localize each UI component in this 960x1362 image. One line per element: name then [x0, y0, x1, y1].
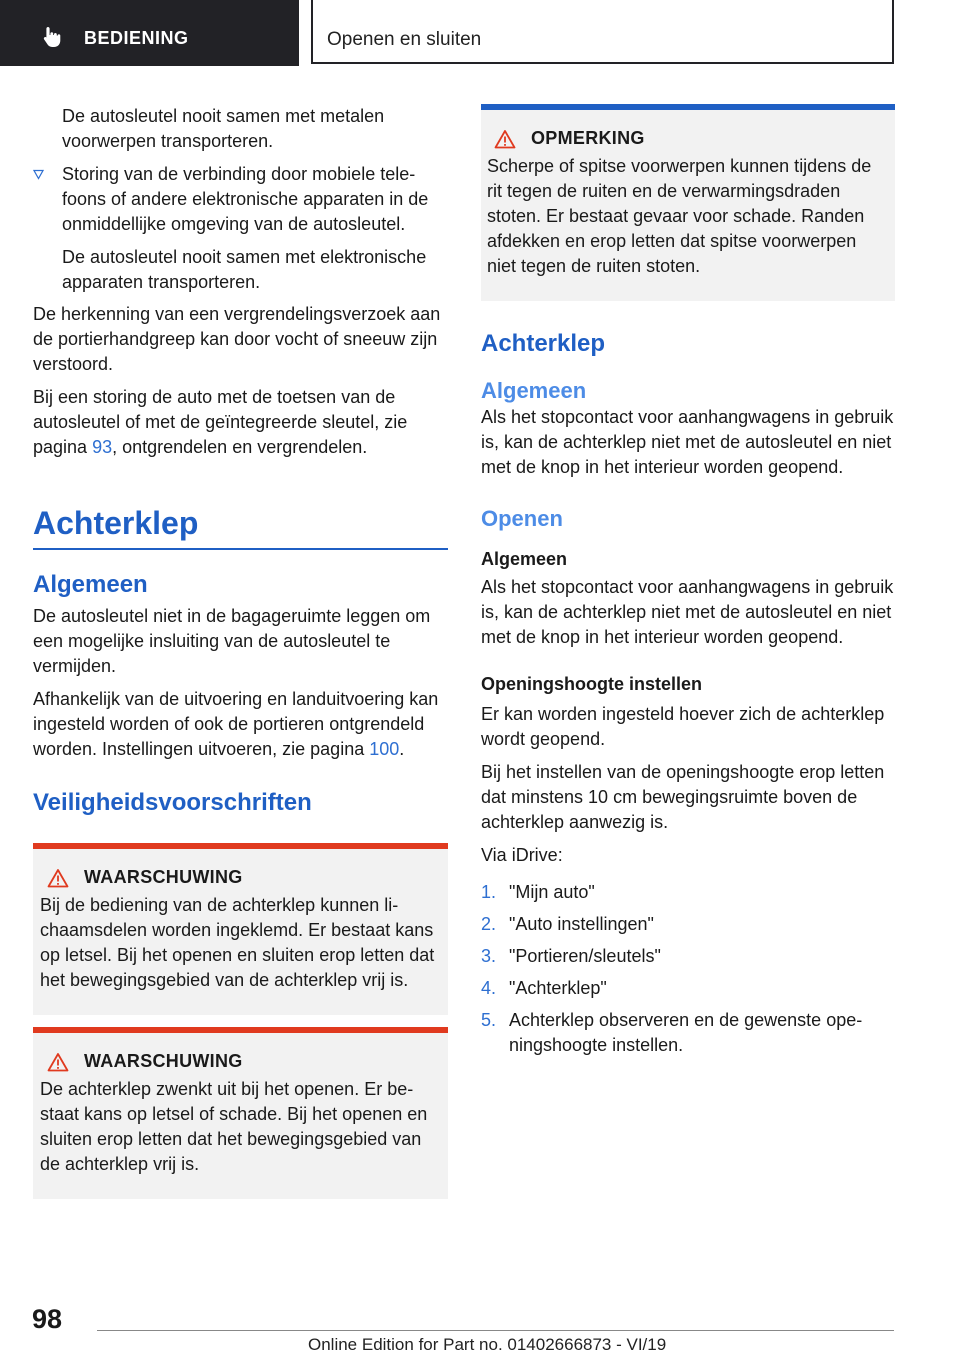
- step-number: 3.: [481, 946, 497, 966]
- step-number: 4.: [481, 978, 497, 998]
- heading-algemeen: Algemeen: [481, 378, 587, 403]
- paragraph-via-idrive: Via iDrive:: [481, 845, 563, 865]
- note-text: Scherpe of spitse voorwerpen kunnen tijdens de rit tegen de ruiten en de verwarmingsdraden stoten. Er bestaat gevaar voor schade. Randen afdekken en erop letten dat spitse voorwerpen niet tegen de ruiten stoten.: [487, 156, 872, 276]
- note-title: OPMERKING: [531, 128, 645, 148]
- bullet-item: [33, 162, 448, 237]
- left-column: [33, 104, 448, 1199]
- paragraph-algemeen: Als het stopcontact voor aanhangwagens in gebruik is, kan de achterklep niet met de autosleutel en niet met de knop in het interieur worden geopend.: [481, 407, 894, 477]
- caution-triangle-icon: [494, 129, 516, 149]
- step-item: [481, 944, 895, 969]
- paragraph-openen-algemeen: Als het stopcontact voor aanhangwagens in gebruik is, kan de achterklep niet met de autosleutel en niet met de knop in het interieur worden geopend.: [481, 577, 894, 647]
- footer-edition: Online Edition for Part no. 01402666873 - VI/19: [308, 1335, 667, 1354]
- subheading-openingshoogte: Openingshoogte instellen: [481, 674, 703, 694]
- header-section-tab: [0, 0, 299, 66]
- paragraph-storing: [33, 385, 448, 460]
- heading-algemeen: Algemeen: [33, 571, 148, 598]
- bullet-subtext: De autosleutel nooit samen met elektronische apparaten transporteren.: [62, 247, 427, 292]
- step-text: "Auto instellingen": [509, 914, 654, 934]
- paragraph-algemeen-2-end: .: [399, 739, 405, 759]
- paragraph-storing-text: Bij een storing de auto met de toetsen van de autosleutel of met de geïntegreerde sleutel, zie pagina: [33, 387, 408, 457]
- right-column: [481, 104, 895, 1065]
- paragraph-algemeen-1: De autosleutel niet in de bagageruimte leggen om een mogelijke insluiting van de autosleutel te vermijden.: [33, 606, 431, 676]
- section-rule: [33, 548, 448, 550]
- heading-achterklep: Achterklep: [481, 330, 606, 357]
- hand-pointer-icon: [40, 25, 64, 49]
- step-item: [481, 1008, 895, 1058]
- step-text: "Achterklep": [509, 978, 607, 998]
- step-item: [481, 912, 895, 937]
- header-chapter-label: Openen en sluiten: [327, 29, 482, 50]
- warning-triangle-icon: [47, 1052, 69, 1072]
- section-achterklep: [33, 504, 448, 550]
- warning-header: [47, 1051, 440, 1072]
- warning-text: Bij de bediening van de achterklep kunnen lichaamsdelen worden ingeklemd. Er bestaat kans op letsel. Bij het openen en sluiten erop letten dat het bewegingsgebied van de achterklep vrij is.: [40, 895, 435, 990]
- warning-text: De achterklep zwenkt uit bij het openen. Er bestaat kans op letsel of schade. Bij het openen en sluiten erop letten dat het bewegingsgebied van de achterklep vrij is.: [40, 1079, 428, 1174]
- paragraph-continuation: De autosleutel nooit samen met metalen voorwerpen transporteren.: [62, 106, 385, 151]
- section-title: Achterklep: [33, 505, 199, 541]
- steps-list: [481, 880, 895, 1058]
- step-number: 1.: [481, 882, 497, 902]
- note-header: [494, 128, 887, 149]
- step-text: Achterklep observeren en de gewenste openingshoogte instellen.: [509, 1010, 863, 1055]
- subheading-algemeen: Algemeen: [481, 549, 568, 569]
- page-link-100[interactable]: 100: [369, 739, 400, 759]
- header-chapter-tab: [311, 0, 894, 64]
- footer-rule: [97, 1330, 894, 1331]
- paragraph-herkenning: De herkenning van een vergrendelingsverzoek aan de portierhandgreep kan door vocht of sneeuw zijn verstoord.: [33, 304, 441, 374]
- note-box: [481, 104, 895, 301]
- paragraph-storing-end: , ontgrendelen en vergrendelen.: [112, 437, 368, 457]
- heading-veiligheid: Veiligheidsvoorschriften: [33, 789, 312, 816]
- warning-title: WAARSCHUWING: [84, 1051, 243, 1071]
- warning-header: [47, 867, 440, 888]
- bullet-text: Storing van de verbinding door mobiele telefoons of andere elektronische apparaten in de onmiddellijke omgeving van de autosleutel.: [62, 164, 429, 234]
- page-number: 98: [32, 1304, 63, 1334]
- step-item: [481, 976, 895, 1001]
- paragraph-algemeen-2-text: Afhankelijk van de uitvoering en landuitvoering kan ingesteld worden of ook de portieren ontgrendeld worden. Instellingen uitvoeren, zie pagina: [33, 689, 439, 759]
- triangle-bullet-icon: [33, 169, 44, 180]
- warning-box-2: [33, 1027, 448, 1199]
- step-number: 5.: [481, 1010, 497, 1030]
- paragraph-hoogte-1: Er kan worden ingesteld hoever zich de achterklep wordt geopend.: [481, 704, 885, 749]
- step-item: [481, 880, 895, 905]
- step-text: "Portieren/sleutels": [509, 946, 661, 966]
- header-section-label: BEDIENING: [84, 28, 189, 48]
- page-link-93[interactable]: 93: [92, 437, 113, 457]
- warning-triangle-icon: [47, 868, 69, 888]
- paragraph-algemeen-2: [33, 687, 448, 762]
- step-number: 2.: [481, 914, 497, 934]
- step-text: "Mijn auto": [509, 882, 595, 902]
- paragraph-hoogte-2: Bij het instellen van de openingshoogte erop letten dat minstens 10 cm bewegingsruimte boven de achterklep aanwezig is.: [481, 762, 885, 832]
- warning-title: WAARSCHUWING: [84, 867, 243, 887]
- warning-box-1: [33, 843, 448, 1015]
- heading-openen: Openen: [481, 506, 563, 531]
